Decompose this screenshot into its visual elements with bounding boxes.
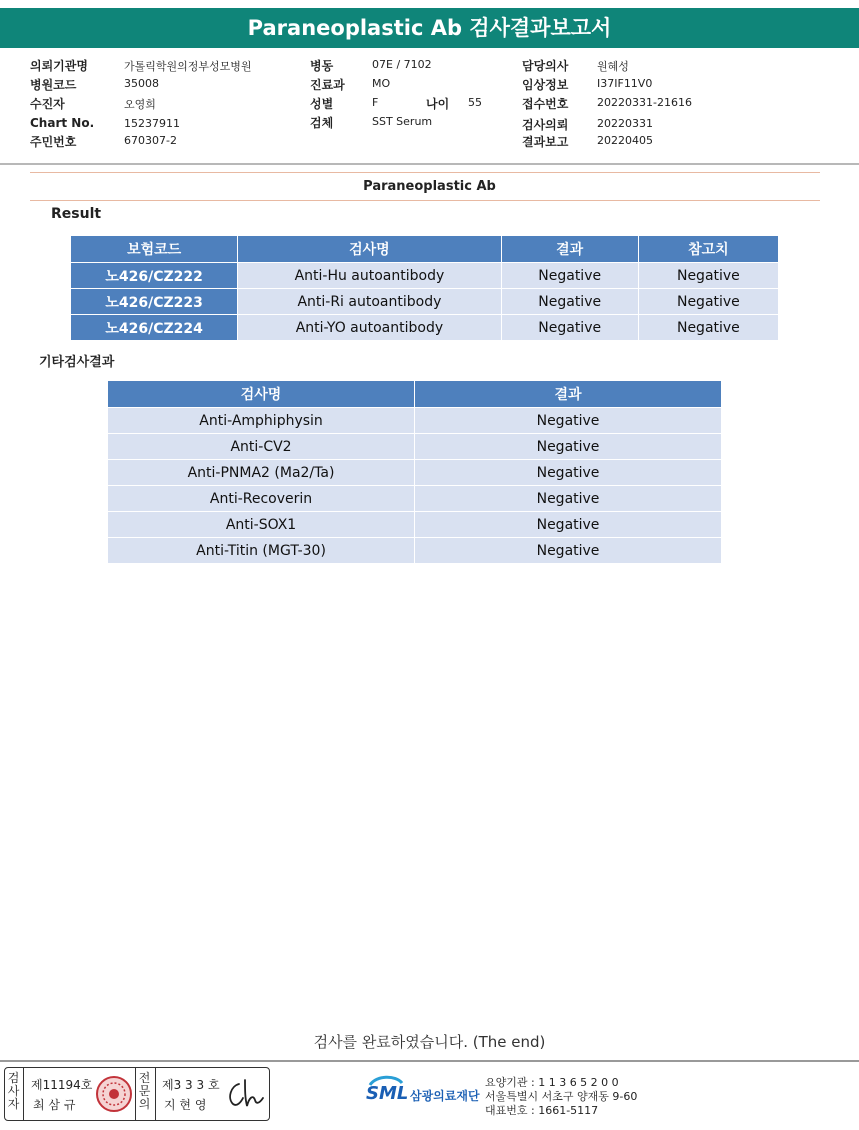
info-value: 55: [468, 96, 482, 109]
info-label: 진료과: [310, 78, 345, 92]
info-value: 670307-2: [124, 134, 177, 147]
info-label: 수진자: [30, 97, 65, 111]
test-name: Anti-SOX1: [108, 512, 415, 538]
column-header: 검사명: [108, 381, 415, 408]
insurance-code: 노426/CZ224: [71, 315, 238, 341]
info-value: SST Serum: [372, 115, 433, 128]
info-value: 20220405: [597, 134, 653, 147]
column-header: 결과: [501, 236, 638, 263]
info-value: 가톨릭학원의정부성모병원: [124, 60, 252, 73]
other-results-table: [107, 380, 722, 564]
seal-icon: [95, 1075, 133, 1113]
insurance-code: 노426/CZ223: [71, 289, 238, 315]
table-row: [108, 408, 722, 434]
info-label: 검체: [310, 116, 334, 130]
doctor-number: 제3 3 3 호: [162, 1078, 220, 1092]
table-row: [108, 538, 722, 564]
test-name: Anti-PNMA2 (Ma2/Ta): [108, 460, 415, 486]
info-value: 20220331-21616: [597, 96, 692, 109]
test-name: Anti-Amphiphysin: [108, 408, 415, 434]
info-value: 07E / 7102: [372, 58, 432, 71]
reference-value: Negative: [638, 263, 778, 289]
doctor-name: 지 현 영: [164, 1098, 207, 1112]
info-value: 원혜성: [597, 60, 629, 73]
info-label: 병원코드: [30, 78, 77, 92]
column-header: 보험코드: [71, 236, 238, 263]
info-label: 나이: [426, 97, 450, 111]
table-row: [108, 512, 722, 538]
doctor-vertical-text: 전문의: [138, 1071, 151, 1111]
info-label: 결과보고: [522, 135, 569, 149]
test-name: Anti-Ri autoantibody: [238, 289, 501, 315]
test-name: Anti-CV2: [108, 434, 415, 460]
divider: [135, 1068, 136, 1120]
info-value: 오영희: [124, 98, 156, 111]
table-header-row: [71, 236, 779, 263]
table-row: [71, 289, 779, 315]
test-name: Anti-Recoverin: [108, 486, 415, 512]
info-value: 20220331: [597, 117, 653, 130]
info-label: 성별: [310, 97, 334, 111]
org-name: 삼광의료재단: [410, 1089, 480, 1103]
other-results-label: 기타검사결과: [39, 355, 115, 370]
test-result: Negative: [415, 434, 722, 460]
test-result: Negative: [501, 315, 638, 341]
table-row: [71, 315, 779, 341]
test-result: Negative: [415, 486, 722, 512]
info-label: 의뢰기관명: [30, 59, 88, 73]
org-address: 서울특별시 서초구 양재동 9-60: [485, 1090, 638, 1103]
info-label: Chart No.: [30, 116, 95, 130]
info-value: 35008: [124, 77, 159, 90]
divider: [155, 1068, 156, 1120]
info-label: 병동: [310, 59, 334, 73]
footer-divider: [0, 1060, 859, 1062]
test-name: Anti-Hu autoantibody: [238, 263, 501, 289]
inspector-name: 최 삼 규: [33, 1098, 76, 1112]
divider: [30, 172, 820, 173]
inspector-vertical-label: [7, 1072, 21, 1111]
test-result: Negative: [415, 538, 722, 564]
reference-value: Negative: [638, 315, 778, 341]
info-value: F: [372, 96, 379, 109]
org-code: 요양기관 : 1 1 3 6 5 2 0 0: [485, 1076, 619, 1089]
table-row: [108, 486, 722, 512]
info-label: 임상정보: [522, 78, 569, 92]
test-result: Negative: [501, 289, 638, 315]
info-value: MO: [372, 77, 391, 90]
test-name: Anti-Titin (MGT-30): [108, 538, 415, 564]
info-label: 주민번호: [30, 135, 77, 149]
table-row: [71, 263, 779, 289]
info-value: 15237911: [124, 117, 180, 130]
table-header-row: [108, 381, 722, 408]
table-row: [108, 434, 722, 460]
org-phone: 대표번호 : 1661-5117: [485, 1104, 599, 1117]
inspector-number: 제11194호: [31, 1078, 93, 1092]
info-label: 담당의사: [522, 59, 569, 73]
table-row: [108, 460, 722, 486]
column-header: 검사명: [238, 236, 501, 263]
divider: [23, 1068, 24, 1120]
column-header: 결과: [415, 381, 722, 408]
result-label: Result: [51, 206, 102, 222]
test-result: Negative: [415, 408, 722, 434]
test-result: Negative: [415, 460, 722, 486]
info-value: I37IF11V0: [597, 77, 653, 90]
report-title: Paraneoplastic Ab 검사결과보고서: [0, 8, 859, 48]
result-table: [70, 235, 779, 341]
doctor-vertical-label: [138, 1072, 152, 1111]
signature-icon: [223, 1076, 265, 1112]
test-name: Anti-YO autoantibody: [238, 315, 501, 341]
insurance-code: 노426/CZ222: [71, 263, 238, 289]
info-label: 검사의뢰: [522, 118, 569, 132]
signature-box: [4, 1067, 270, 1121]
reference-value: Negative: [638, 289, 778, 315]
test-result: Negative: [415, 512, 722, 538]
section-header: Paraneoplastic Ab: [363, 179, 496, 194]
end-text: 검사를 완료하였습니다. (The end): [313, 1033, 546, 1051]
divider: [0, 163, 859, 165]
column-header: 참고치: [638, 236, 778, 263]
sml-logo-text: SML: [366, 1083, 409, 1104]
inspector-vertical-text: 검사자: [7, 1071, 20, 1111]
divider: [30, 200, 820, 201]
info-label: 접수번호: [522, 97, 569, 111]
test-result: Negative: [501, 263, 638, 289]
